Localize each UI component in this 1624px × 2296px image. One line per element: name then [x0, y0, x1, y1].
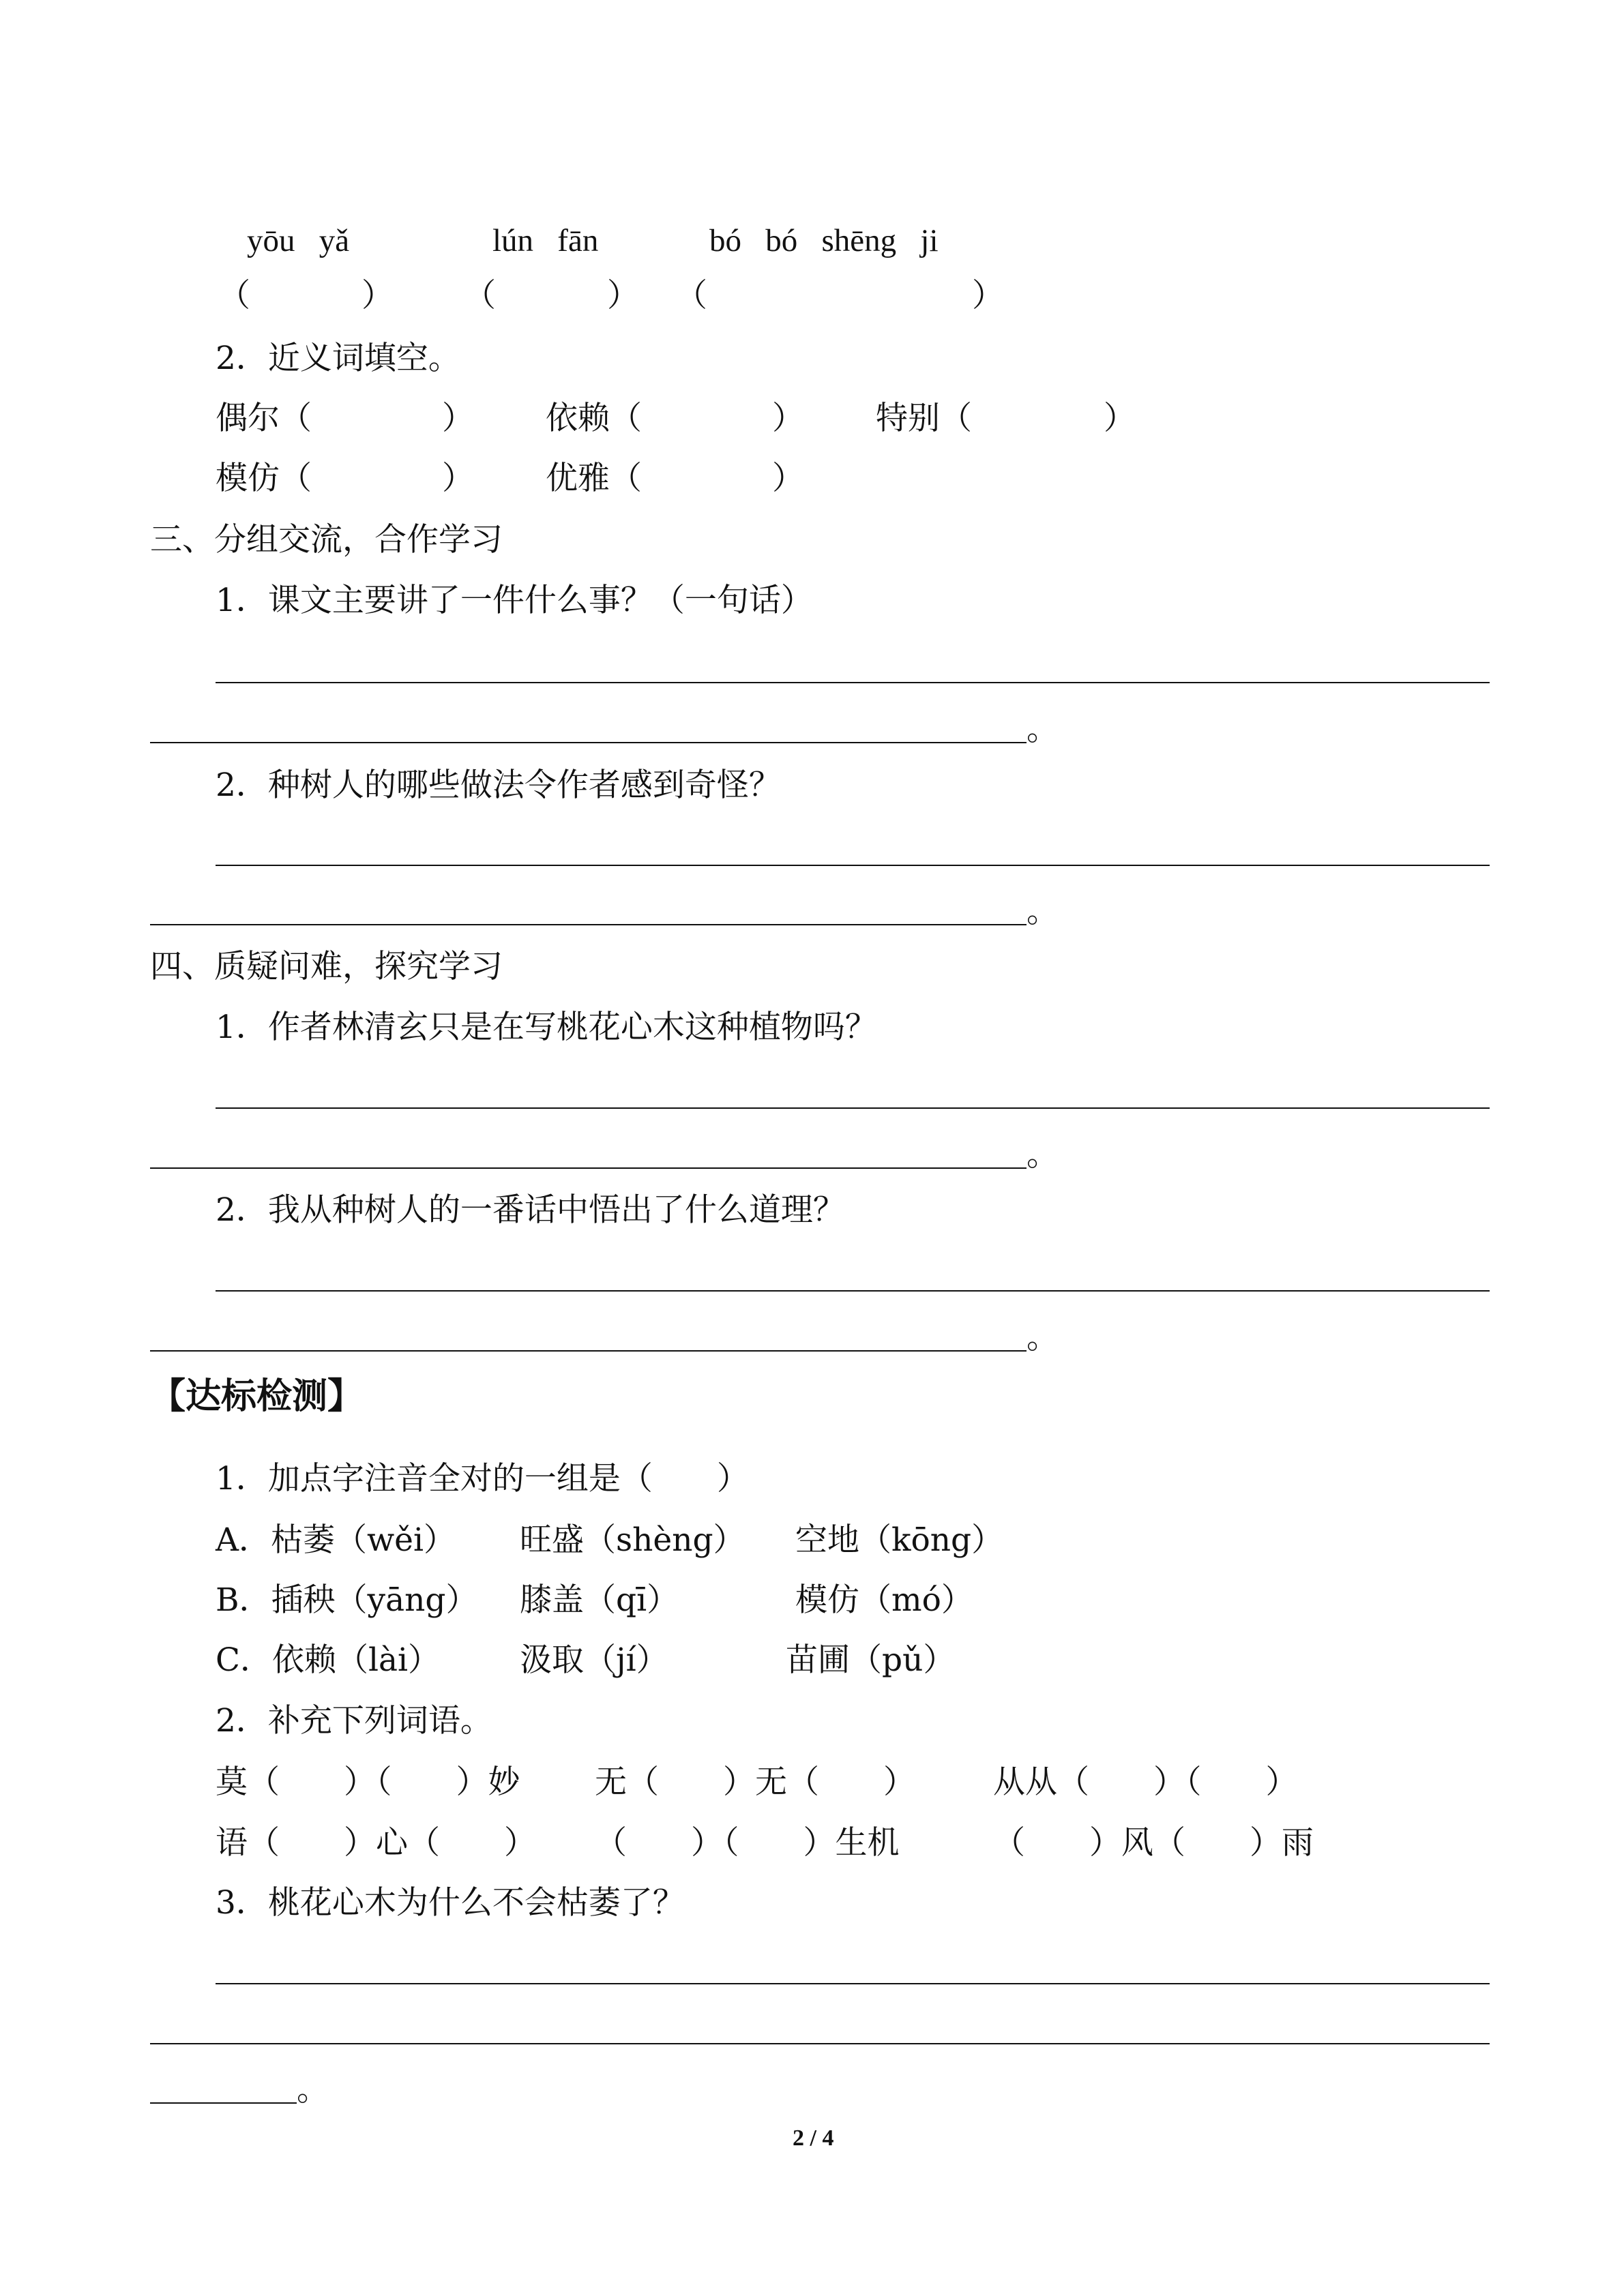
blank-paren-close-2: ）: [607, 277, 639, 314]
idiom-row2-2: （ ）（ ）生机: [595, 1824, 900, 1862]
section3-question-2: 2．种树人的哪些做法令作者感到奇怪？: [216, 766, 781, 804]
page-number: 2 / 4: [793, 2126, 834, 2151]
option-c-1: C．依赖（lài）: [216, 1641, 441, 1679]
synonym-item-youya: 优雅（: [546, 460, 642, 497]
test-question-2: 2．补充下列词语。: [216, 1702, 492, 1740]
period: 。: [1027, 1319, 1059, 1356]
section3-title: 三、分组交流，合作学习: [150, 521, 503, 558]
answer-line[interactable]: [150, 1350, 1027, 1352]
pinyin-lunfan: lún fān: [492, 223, 599, 258]
synonym-close: ）: [442, 460, 474, 497]
blank-paren-open-3: （: [675, 277, 707, 314]
pinyin-youya: yōu yǎ: [247, 223, 350, 258]
idiom-row2-3: （ ）风（ ）雨: [993, 1824, 1314, 1862]
idiom-row2-1: 语（ ）心（ ）: [216, 1824, 536, 1862]
synonyms-title: 2．近义词填空。: [216, 340, 460, 377]
option-c-2: 汲取（jí）: [520, 1641, 668, 1679]
option-a-3: 空地（kōng）: [795, 1521, 1004, 1559]
option-b-2: 膝盖（qī）: [520, 1581, 679, 1619]
test-question-1: 1．加点字注音全对的一组是（ ）: [216, 1460, 749, 1497]
answer-line[interactable]: [216, 682, 1490, 683]
answer-line[interactable]: [150, 2043, 1490, 2044]
blank-paren-close-1: ）: [361, 277, 394, 314]
test-heading: 【达标检测】: [150, 1375, 364, 1417]
synonym-item-ouer: 偶尔（: [216, 400, 312, 437]
idiom-row1-2: 无（ ）无（ ）: [595, 1763, 915, 1801]
option-b-3: 模仿（mó）: [795, 1581, 973, 1619]
answer-line[interactable]: [216, 865, 1490, 866]
answer-line[interactable]: [150, 924, 1027, 925]
section4-question-1: 1．作者林清玄只是在写桃花心木这种植物吗？: [216, 1009, 877, 1046]
synonym-item-tebie: 特别（: [876, 400, 972, 437]
answer-line[interactable]: [150, 2102, 297, 2104]
answer-line[interactable]: [150, 1167, 1027, 1169]
synonym-item-mofang: 模仿（: [216, 460, 312, 497]
idiom-row1-3: 从从（ ）（ ）: [993, 1763, 1298, 1801]
test-question-3: 3．桃花心木为什么不会枯萎了？: [216, 1884, 685, 1922]
answer-line[interactable]: [216, 1290, 1490, 1292]
blank-paren-open-1: （: [218, 277, 250, 314]
pinyin-bobo-shengji: bó bó shēng ji: [709, 223, 939, 258]
blank-paren-close-3: ）: [972, 277, 1004, 314]
idiom-row1-1: 莫（ ）（ ）妙: [216, 1763, 520, 1801]
synonym-item-yilai: 依赖（: [546, 400, 642, 437]
synonym-close: ）: [1104, 400, 1136, 437]
option-c-3: 苗圃（pǔ）: [786, 1641, 956, 1679]
answer-line[interactable]: [216, 1983, 1490, 1984]
section4-title: 四、质疑问难，探究学习: [150, 948, 503, 985]
section4-question-2: 2．我从种树人的一番话中悟出了什么道理？: [216, 1191, 845, 1229]
period: 。: [1027, 711, 1059, 748]
option-a-1: A．枯萎（wěi）: [216, 1521, 456, 1559]
period: 。: [1027, 1136, 1059, 1174]
blank-paren-open-2: （: [464, 277, 496, 314]
period: 。: [1027, 893, 1059, 930]
option-b-1: B．插秧（yāng）: [216, 1581, 478, 1619]
synonym-close: ）: [442, 400, 474, 437]
option-a-2: 旺盛（shèng）: [520, 1521, 745, 1559]
synonym-close: ）: [772, 460, 804, 497]
answer-line[interactable]: [216, 1107, 1490, 1109]
answer-line[interactable]: [150, 742, 1027, 743]
synonym-close: ）: [772, 400, 804, 437]
period: 。: [297, 2071, 329, 2108]
section3-question-1: 1．课文主要讲了一件什么事？（一句话）: [216, 582, 813, 619]
